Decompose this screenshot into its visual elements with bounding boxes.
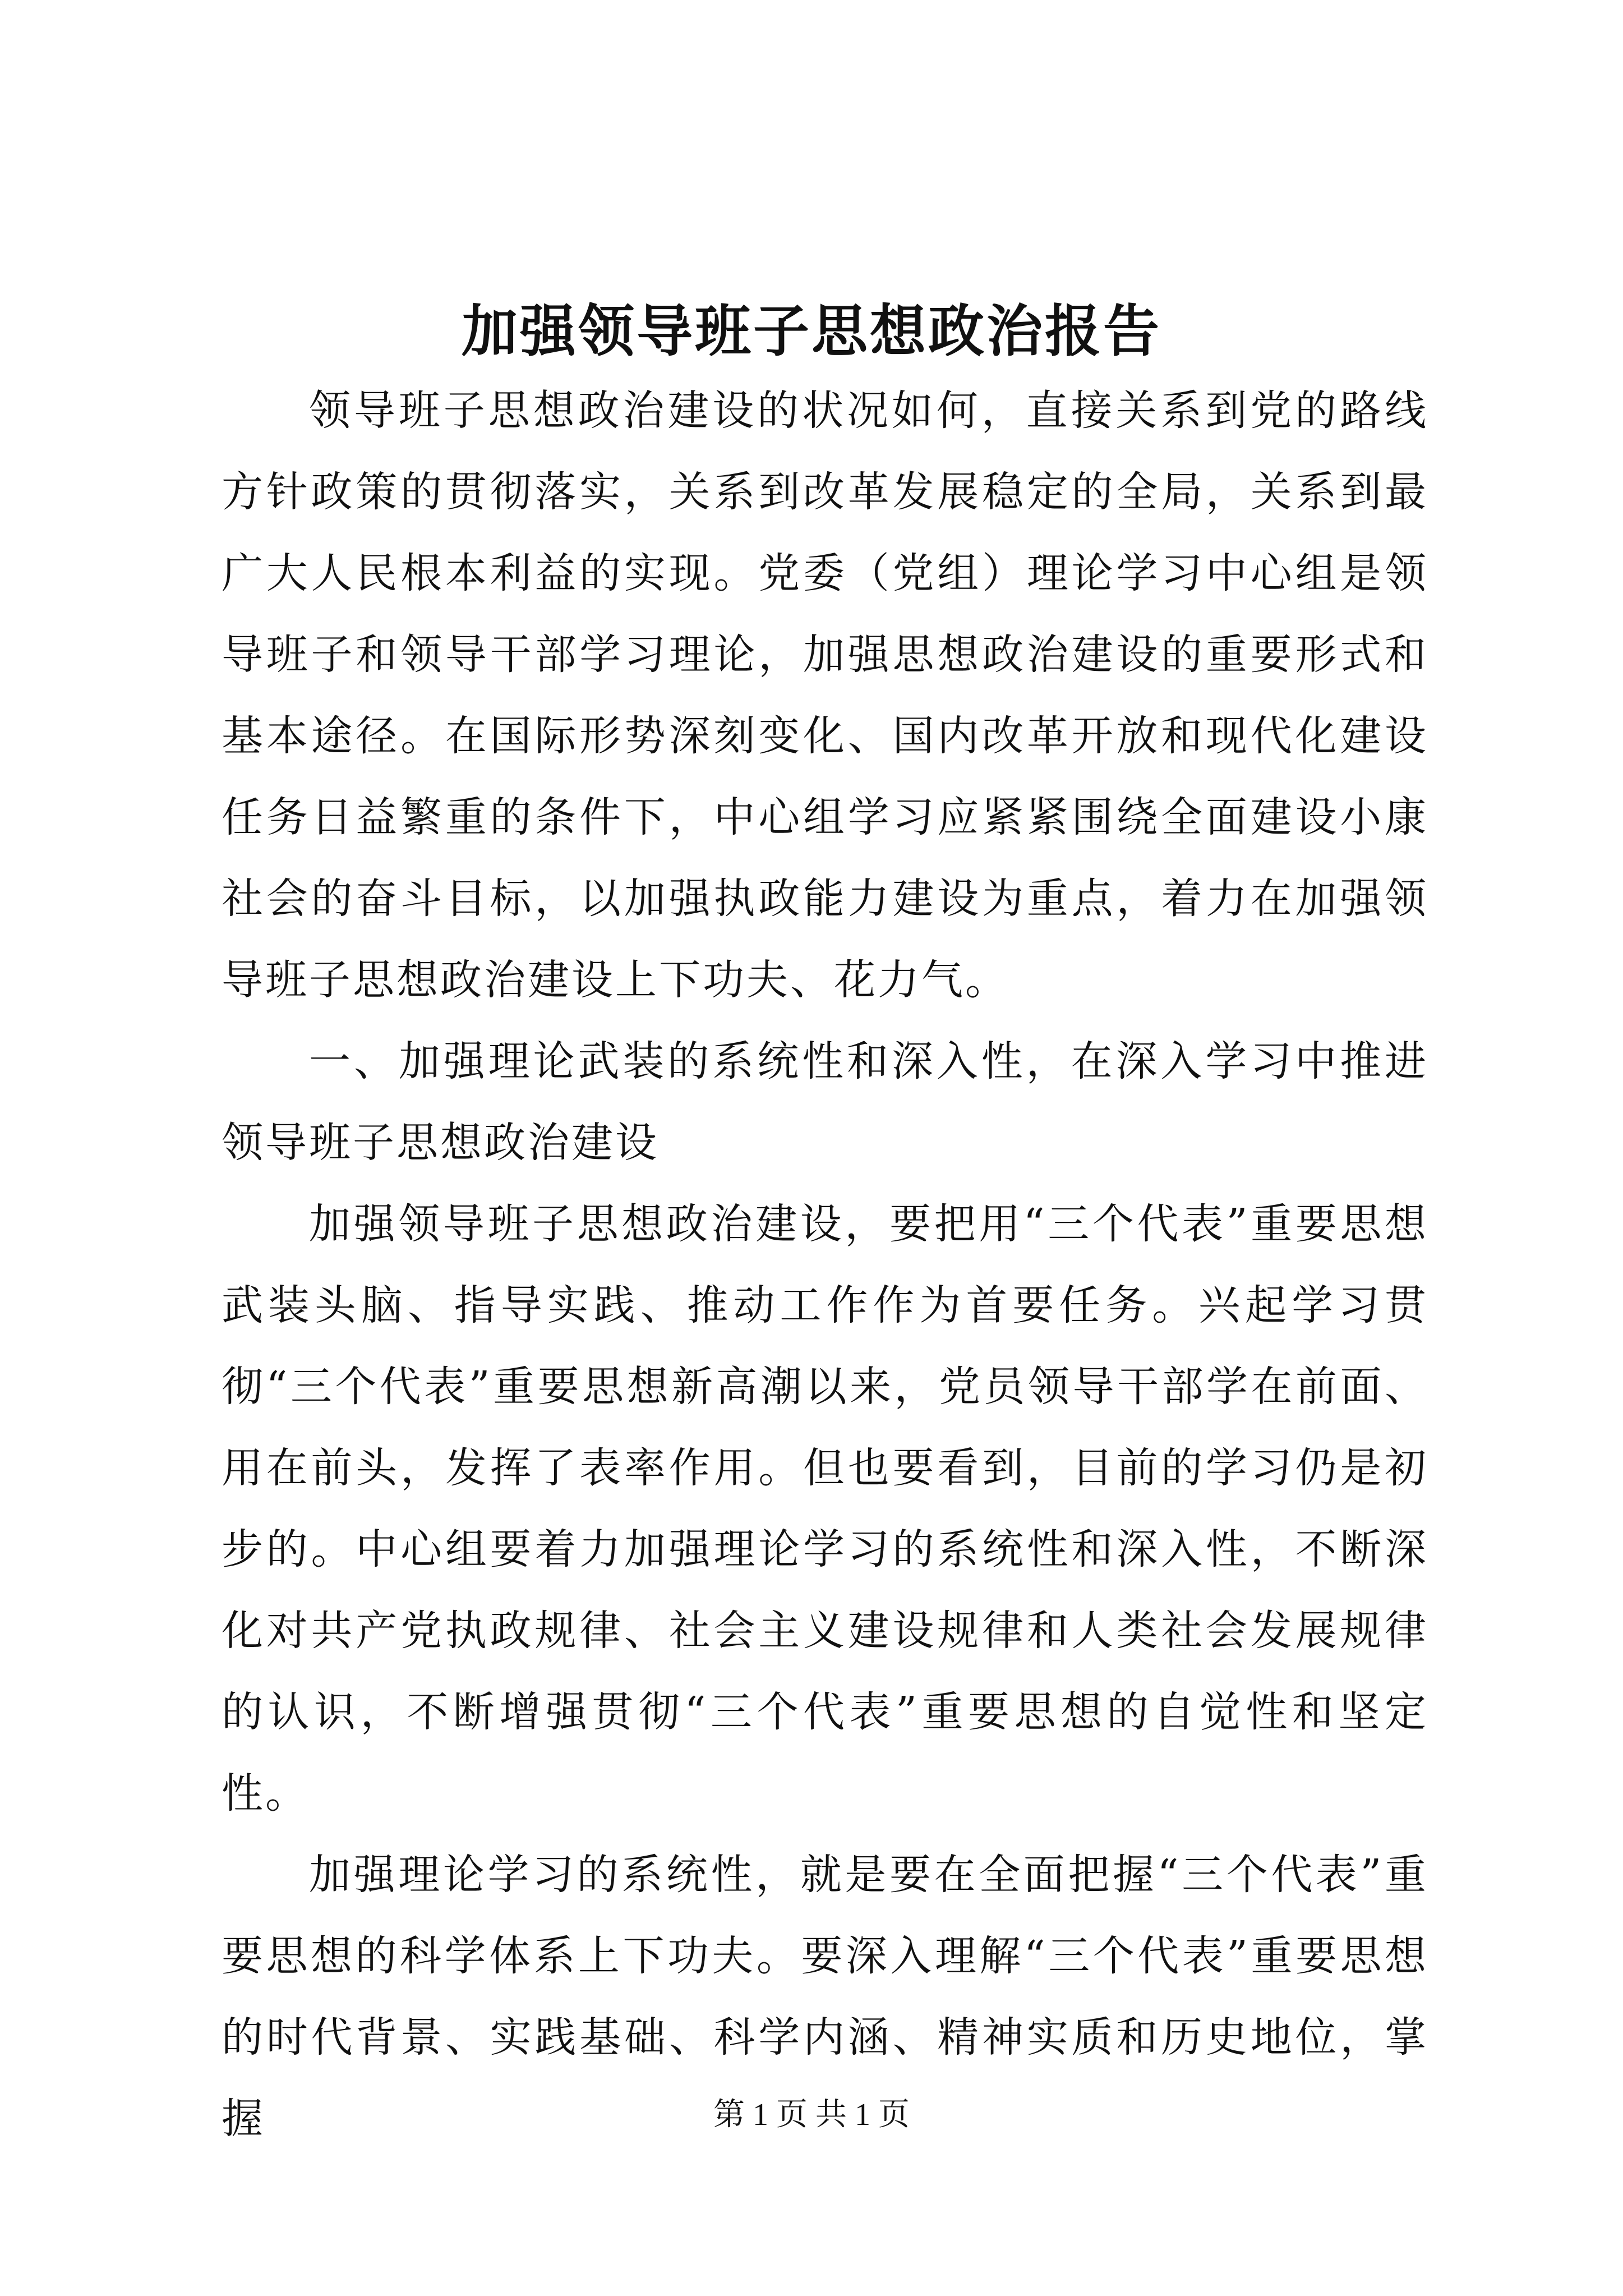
page-footer: 第 1 页 共 1 页 bbox=[713, 2097, 910, 2132]
document-title: 加强领导班子思想政治报告 bbox=[462, 298, 1161, 364]
paragraph-intro: 领导班子思想政治建设的状况如何，直接关系到党的路线方针政策的贯彻落实，关系到改革发展稳定的全局，关系到最广大人民根本利益的实现。党委（党组）理论学习中心组是领导班子和领导干部学习理论，加强思想政治建设的重要形式和基本途径。在国际形势深刻变化、国内改革开放和现代化建设任务日益繁重的条件下，中心组学习应紧紧围绕全面建设小康社会的奋斗目标，以加强执政能力建设为重点，着力在加强领导班子思想政治建设上下功夫、花力气。 bbox=[222, 386, 1428, 1004]
document-body bbox=[222, 370, 1428, 2160]
paragraph-systematic: 加强理论学习的系统性，就是要在全面把握“三个代表”重要思想的科学体系上下功夫。要深入理解“三个代表”重要思想的时代背景、实践基础、科学内涵、精神实质和历史地位，掌握 bbox=[222, 1851, 1428, 2143]
paragraph-section-heading: 一、加强理论武装的系统性和深入性，在深入学习中推进领导班子思想政治建设 bbox=[222, 1037, 1428, 1167]
paragraph-theory: 加强领导班子思想政治建设，要把用“三个代表”重要思想武装头脑、指导实践、推动工作作为首要任务。兴起学习贯彻“三个代表”重要思想新高潮以来，党员领导干部学在前面、用在前头，发挥了表率作用。但也要看到，目前的学习仍是初步的。中心组要着力加强理论学习的系统性和深入性，不断深化对共产党执政规律、社会主义建设规律和人类社会发展规律的认识，不断增强贯彻“三个代表”重要思想的自觉性和坚定性。 bbox=[222, 1200, 1428, 1818]
